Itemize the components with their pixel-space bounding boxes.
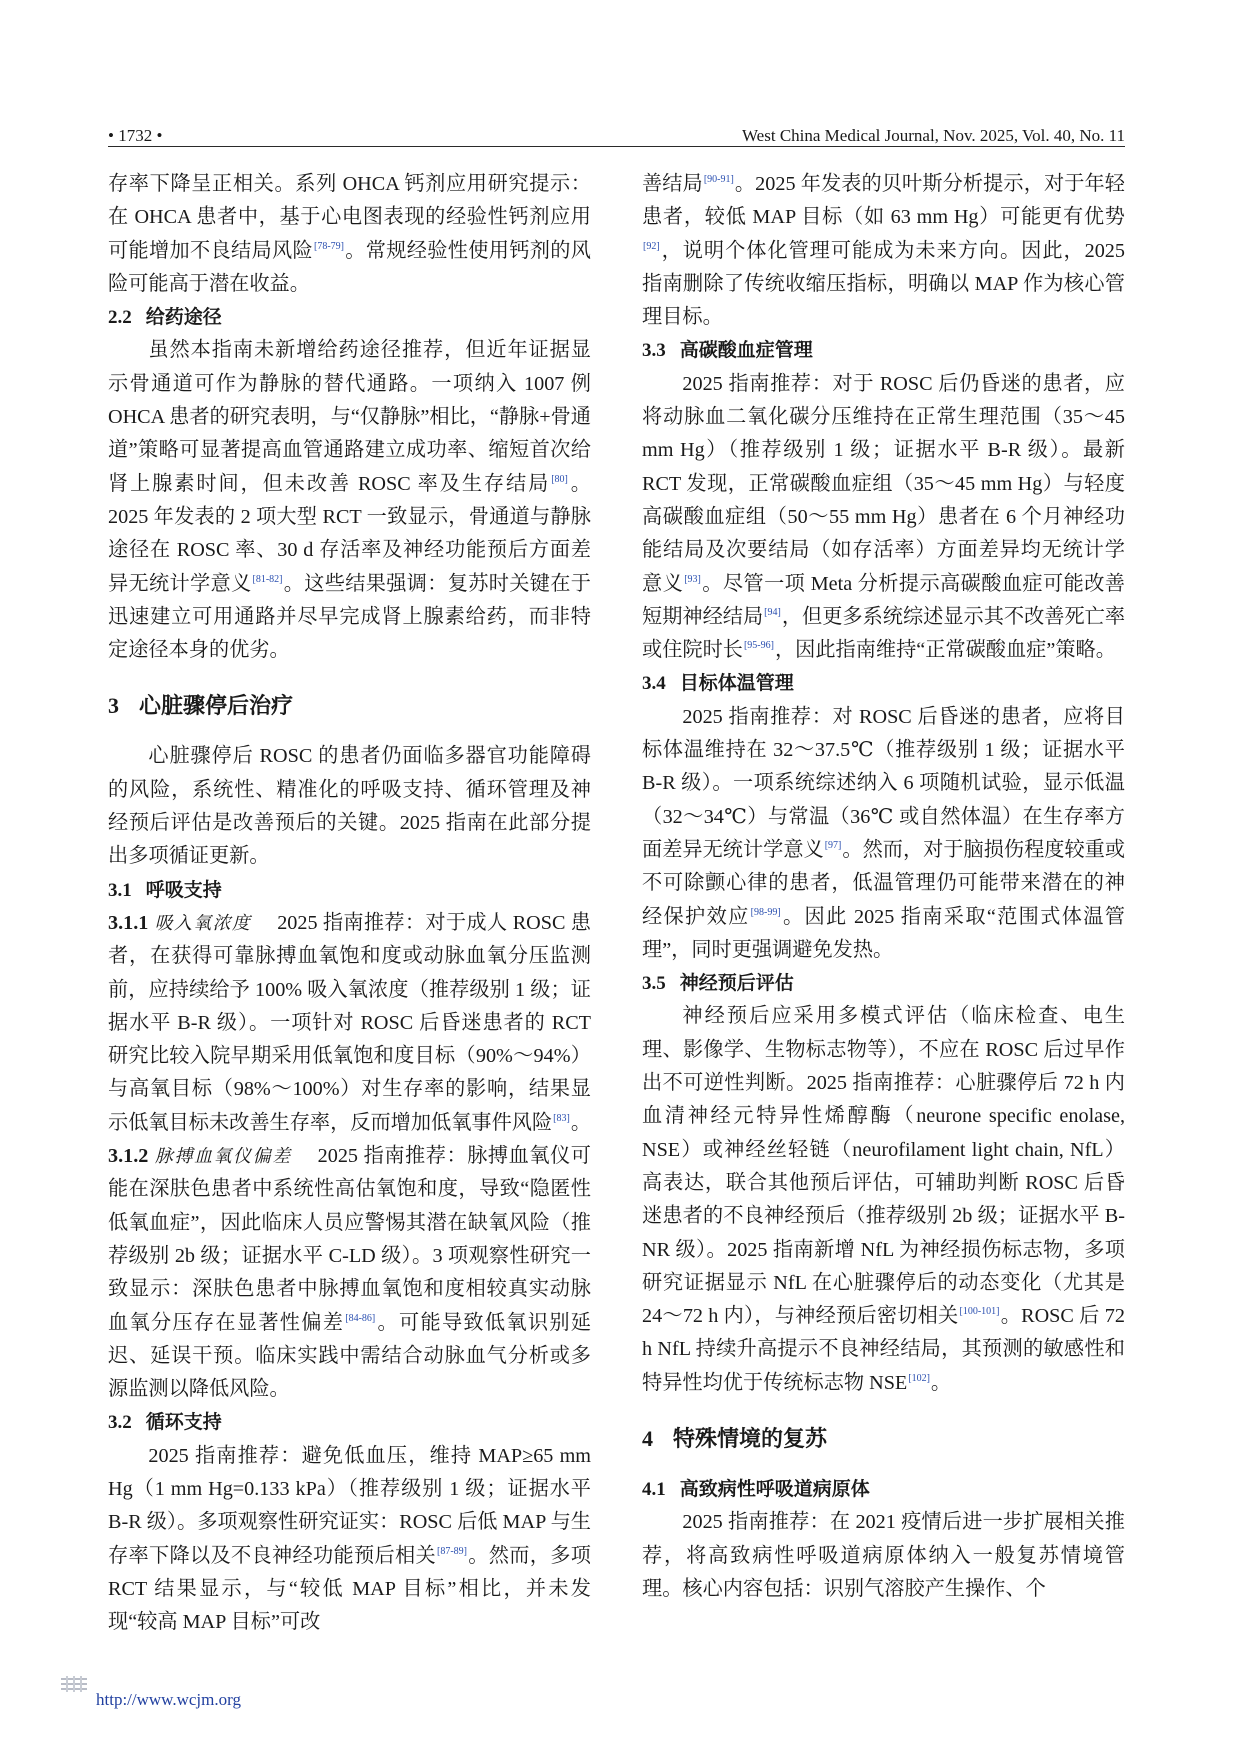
footer [60,1670,241,1710]
left-column [108,168,591,1639]
running-header [108,118,1125,146]
citation-ref[interactable]: [102] [908,1372,930,1384]
journal-citation: West China Medical Journal, Nov. 2025, Vol. 40, No. 11 [742,126,1125,145]
paragraph: 善结局[90-91]。2025 年发表的贝叶斯分析提示，对于年轻患者，较低 MAP 目标（如 63 mm Hg）可能更有优势[92]，说明个体化管理可能成为未来方向。因此，2025 指南删除了传统收缩压指标，明确以 MAP 作为核心管理目标。 [642,173,1125,329]
journal-logo-icon [60,1676,88,1694]
citation-ref[interactable]: [95-96] [743,640,774,652]
section-heading-2-2: 2.2 给药途径 [108,306,222,329]
paragraph: 2025 指南推荐：在 2021 疫情后进一步扩展相关推荐，将高致病性呼吸道病原体纳入一般复苏情境管理。核心内容包括：识别气溶胶产生操作、个 [642,1511,1125,1600]
citation-ref[interactable]: [94] [764,607,781,619]
paragraph: 2025 指南推荐：对于 ROSC 后仍昏迷的患者，应将动脉血二氧化碳分压维持在正常生理范围（35～45 mm Hg）（推荐级别 1 级；证据水平 B-R 级）。最新 RCT 发现，正常碳酸血症组（35～45 mm Hg）与轻度高碳酸血症组（50～55 mm Hg）患者在 6 个月神经功能结局及次要结局（如存活率）方面差异均无统计学意义[93]。尽管一项 Meta 分析提示高碳酸血症可能改善短期神经结局[94]，但更多系统综述显示其不改善死亡率或住院时长[95-96]，因此指南维持“正常碳酸血症”策略。 [642,372,1126,662]
page-number: • 1732 • [108,126,163,145]
paragraph: 心脏骤停后 ROSC 的患者仍面临多器官功能障碍的风险，系统性、精准化的呼吸支持、循环管理及神经预后评估是改善预后的关键。2025 指南在此部分提出多项循证更新。 [108,745,591,868]
section-heading-4-1: 4.1 高致病性呼吸道病原体 [642,1477,870,1500]
citation-ref[interactable]: [87-89] [436,1545,467,1557]
citation-ref[interactable]: [100-101] [959,1306,1000,1318]
section-heading-3-5: 3.5 神经预后评估 [642,972,794,995]
paragraph: 2025 指南推荐：避免低血压，维持 MAP≥65 mm Hg（1 mm Hg=0.133 kPa）（推荐级别 1 级；证据水平 B-R 级）。多项观察性研究证实：ROSC 后低 MAP 与生存率下降以及不良神经功能预后相关[87-89]。然而，多项 RCT 结果显示，与“较低 MAP 目标”相比，并未发现“较高 MAP 目标”可改 [108,1444,591,1634]
citation-ref[interactable]: [92] [643,240,660,252]
paragraph: 神经预后应采用多模式评估（临床检查、电生理、影像学、生物标志物等），不应在 ROSC 后过早作出不可逆性判断。2025 指南推荐：心脏骤停后 72 h 内血清神经元特异性烯醇酶（neurone specific enolase, NSE）或神经丝轻链（neurofilament light chain, NfL）高表达，联合其他预后评估，可辅助判断 ROSC 后昏迷患者的不良神经预后（推荐级别 2b 级；证据水平 B-NR 级）。2025 指南新增 NfL 为神经损伤标志物，多项研究证据显示 NfL 在心脏骤停后的动态变化（尤其是 24～72 h 内），与神经预后密切相关[100-101]。ROSC 后 72 h NfL 持续升高提示不良神经结局，其预测的敏感性和特异性均优于传统标志物 NSE[102]。 [642,1005,1125,1394]
subsection-heading-3-1-1: 3.1.1 吸入氧浓度 [108,911,252,934]
citation-ref[interactable]: [83] [553,1112,570,1124]
paragraph: 3.1.1 吸入氧浓度 2025 指南推荐：对于成人 ROSC 患者，在获得可靠脉搏血氧饱和度或动脉血氧分压监测前，应持续给予 100% 吸入氧浓度（推荐级别 1 级；证据水平 B-R 级）。一项针对 ROSC 后昏迷患者的 RCT 研究比较入院早期采用低氧饱和度目标（90%～94%）与高氧目标（98%～100%）对生存率的影响，结果显示低氧目标未改善生存率，反而增加低氧事件风险[83]。 [108,911,592,1134]
paragraph: 存率下降呈正相关。系列 OHCA 钙剂应用研究提示：在 OHCA 患者中，基于心电图表现的经验性钙剂应用可能增加不良结局风险[78-79]。常规经验性使用钙剂的风险可能高于潜在收益。 [108,173,591,295]
citation-ref[interactable]: [80] [551,473,568,485]
citation-ref[interactable]: [93] [684,573,701,585]
citation-ref[interactable]: [97] [824,840,842,852]
citation-ref[interactable]: [81-82] [252,573,283,585]
section-heading-3-1: 3.1 呼吸支持 [108,878,222,901]
citation-ref[interactable]: [90-91] [703,174,734,186]
right-column [642,168,1125,1606]
paragraph: 3.1.2 脉搏血氧仪偏差 2025 指南推荐：脉搏血氧仪可能在深肤色患者中系统性高估氧饱和度，导致“隐匿性低氧血症”，因此临床人员应警惕其潜在缺氧风险（推荐级别 2b 级；证据水平 C-LD 级）。3 项观察性研究一致显示：深肤色患者中脉搏血氧饱和度相较真实动脉血氧分压存在显著性偏差[84-86]。可能导致低氧识别延迟、延误干预。临床实践中需结合动脉血气分析或多源监测以降低风险。 [108,1145,591,1401]
journal-url-link[interactable]: http://www.wcjm.org [96,1690,241,1709]
section-heading-3: 3 心脏骤停后治疗 [108,693,294,720]
citation-ref[interactable]: [84-86] [345,1312,376,1324]
citation-ref[interactable]: [78-79] [314,240,344,252]
section-heading-3-3: 3.3 高碳酸血症管理 [642,339,813,362]
paragraph: 虽然本指南未新增给药途径推荐，但近年证据显示骨通道可作为静脉的替代通路。一项纳入 1007 例 OHCA 患者的研究表明，与“仅静脉”相比，“静脉+骨通道”策略可显著提高血管通路建立成功率、缩短首次给肾上腺素时间，但未改善 ROSC 率及生存结局[80]。2025 年发表的 2 项大型 RCT 一致显示，骨通道与静脉途径在 ROSC 率、30 d 存活率及神经功能预后方面差异无统计学意义[81-82]。这些结果强调：复苏时关键在于迅速建立可用通路并尽早完成肾上腺素给药，而非特定途径本身的优劣。 [108,339,591,662]
subsection-heading-3-1-2: 3.1.2 脉搏血氧仪偏差 [108,1145,292,1168]
header-rule [108,146,1125,147]
section-heading-3-4: 3.4 目标体温管理 [642,672,794,695]
section-heading-3-2: 3.2 循环支持 [108,1411,222,1434]
section-heading-4: 4 特殊情境的复苏 [642,1425,828,1452]
paragraph: 2025 指南推荐：对 ROSC 后昏迷的患者，应将目标体温维持在 32～37.5℃（推荐级别 1 级；证据水平 B-R 级）。一项系统综述纳入 6 项随机试验，显示低温（32～34℃）与常温（36℃ 或自然体温）在生存率方面差异无统计学意义[97]。然而，对于脑损伤程度较重或不可除颤心律的患者，低温管理仍可能带来潜在的神经保护效应[98-99]。因此 2025 指南采取“范围式体温管理”，同时更强调避免发热。 [642,705,1126,961]
citation-ref[interactable]: [98-99] [750,906,781,918]
